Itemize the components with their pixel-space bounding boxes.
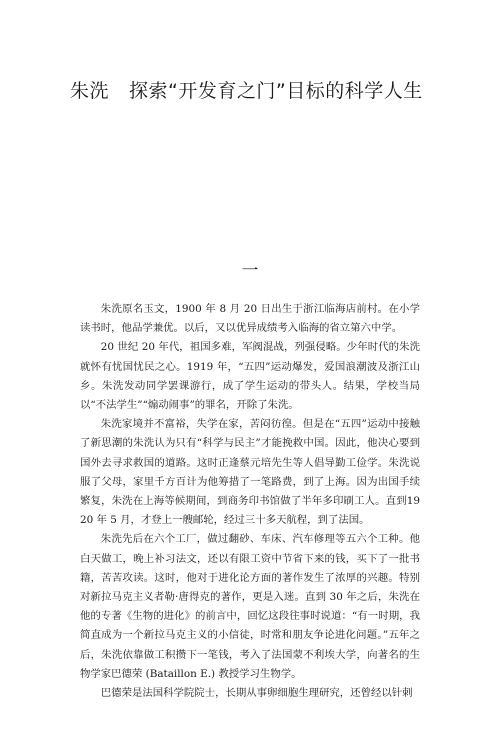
paragraph: 朱洗家境并不富裕，失学在家，苦闷彷徨。但是在“五四”运动中接触了新思潮的朱洗认为只有“科学与民主”才能挽救中国。因此，他决心要到国外去寻求救国的道路。这时正逢蔡元培先生等人倡导勤工俭学。朱洗说服了父母，家里千方百计为他筹措了一笔路费，到了上海。因为出国手续繁复，朱洗在上海等候期间，到商务印书馆做了半年多印刷工人。直到1920 年 5 月，才登上一艘邮轮，经过三十多天航程，到了法国。 — [80, 418, 420, 527]
chapter-title — [70, 76, 450, 103]
chapter-title-name: 朱洗 — [70, 80, 110, 102]
paragraph: 巴德荣是法国科学院院士，长期从事卵细胞生理研究，还曾经以针刺 — [100, 687, 413, 700]
paragraph: 20 世纪 20 年代，祖国多难，军阀混战，列强侵略。少年时代的朱洗就怀有忧国忧民之心。1919 年，“五四”运动爆发，爱国浪潮波及浙江山乡。朱洗发动同学罢课游行，成了学生运动的带头人。结果，学校当局以“不法学生”“煽动闹事”的罪名，开除了朱洗。 — [80, 341, 420, 412]
paragraph: 朱洗先后在六个工厂，做过翻砂、车床、汽车修理等五六个工种。他白天做工，晚上补习法文，还以有限工资中节省下来的钱，买下了一批书籍，苦苦攻读。这时，他对于进化论方面的著作发生了浓厚的兴趣。特别对新拉马克主义者勒·唐得克的著作，更是入迷。直到 30 年之后，朱洗在他的专著《生物的进化》的前言中，回忆这段往事时说道：“有一时期，我简直成为一个新拉马克主义的小信徒，时常和朋友争论进化问题。”五年之后，朱洗依靠做工积攒下一笔钱，考入了法国蒙不利埃大学，向著名的生物学家巴德荣 (Bataillon E.) 教授学习生物学。 — [80, 533, 420, 680]
paragraph: 朱洗原名玉文，1900 年 8 月 20 日出生于浙江临海店前村。在小学读书时，他品学兼优。以后，又以优异成绩考入临海的省立第六中学。 — [80, 303, 420, 335]
chapter-title-subtitle: 探索“开发育之门”目标的科学人生 — [129, 80, 423, 102]
section-number: 一 — [241, 261, 259, 281]
body-text — [80, 300, 420, 703]
